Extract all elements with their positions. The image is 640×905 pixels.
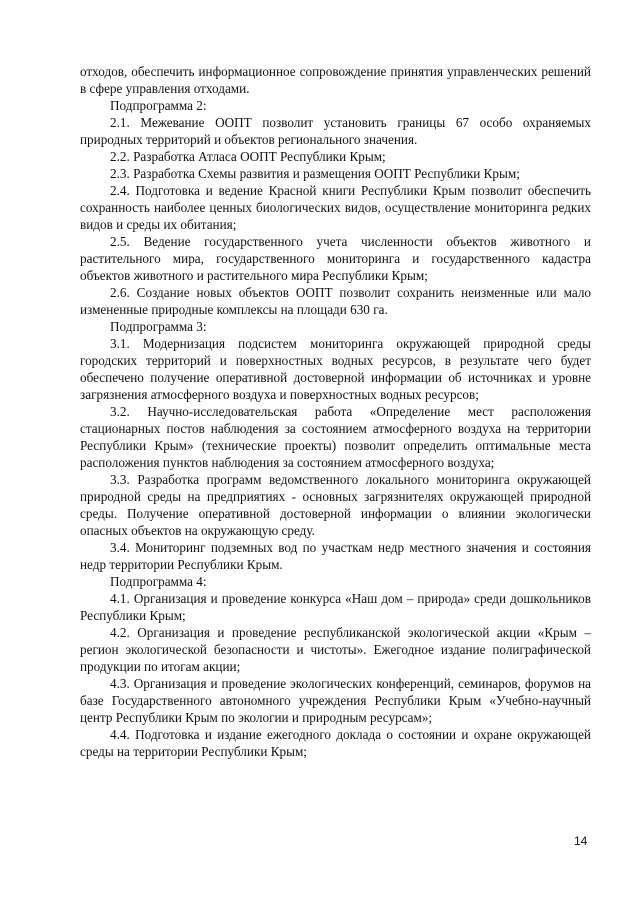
item-3-4: 3.4. Мониторинг подземных вод по участкам недр местного значения и состояния недр территории Республики Крым. xyxy=(80,540,591,572)
item-4-4: 4.4. Подготовка и издание ежегодного доклада о состоянии и охране окружающей среды на территории Республики Крым; xyxy=(80,727,591,759)
item-4-3: 4.3. Организация и проведение экологических конференций, семинаров, форумов на базе Государственного автономного учреждения Республики Крым «Учебно-научный центр Республики Крым по экологии и природным ресурсам»; xyxy=(80,676,591,725)
item-2-5: 2.5. Ведение государственного учета численности объектов животного и растительного мира, государственного мониторинга и государственного кадастра объектов животного и растительного мира Республики Крым; xyxy=(80,234,591,283)
item-2-6: 2.6. Создание новых объектов ООПТ позволит сохранить неизменные или мало измененные природные комплексы на площади 630 га. xyxy=(80,285,591,317)
page-number: 14 xyxy=(574,834,588,848)
document-body xyxy=(80,63,591,760)
subprogram-2-heading: Подпрограмма 2: xyxy=(110,98,207,113)
item-4-1: 4.1. Организация и проведение конкурса «Наш дом – природа» среди дошкольников Республики Крым; xyxy=(80,591,591,623)
item-2-1: 2.1. Межевание ООПТ позволит установить границы 67 особо охраняемых природных территорий и объектов регионального значения. xyxy=(80,115,591,147)
item-2-2: 2.2. Разработка Атласа ООПТ Республики Крым; xyxy=(110,149,386,164)
item-3-2: 3.2. Научно-исследовательская работа «Определение мест расположения стационарных постов наблюдения за состоянием атмосферного воздуха на территории Республики Крым» (технические проекты) позволит определить оптимальные места расположения пунктов наблюдения за состоянием атмосферного воздуха; xyxy=(80,404,591,470)
paragraph-continuation: отходов, обеспечить информационное сопровождение принятия управленческих решений в сфере управления отходами. xyxy=(80,64,591,96)
item-4-2: 4.2. Организация и проведение республиканской экологической акции «Крым – регион экологической безопасности и чистоты». Ежегодное издание полиграфической продукции по итогам акции; xyxy=(80,625,591,674)
item-3-3: 3.3. Разработка программ ведомственного локального мониторинга окружающей природной среды на предприятиях - основных загрязнителях окружающей природной среды. Получение оперативной достоверной информации о влиянии экологически опасных объектов на окружающую среду. xyxy=(80,472,591,538)
subprogram-3-heading: Подпрограмма 3: xyxy=(110,319,207,334)
item-3-1: 3.1. Модернизация подсистем мониторинга окружающей природной среды городских территорий и поверхностных водных ресурсов, в результате чего будет обеспечено получение оперативной достоверной информации об источниках и уровне загрязнения атмосферного воздуха и поверхностных водных ресурсов; xyxy=(80,336,591,402)
subprogram-4-heading: Подпрограмма 4: xyxy=(110,574,207,589)
item-2-4: 2.4. Подготовка и ведение Красной книги Республики Крым позволит обеспечить сохранность наиболее ценных биологических видов, осуществление мониторинга редких видов и среды их обитания; xyxy=(80,183,591,232)
item-2-3: 2.3. Разработка Схемы развития и размещения ООПТ Республики Крым; xyxy=(110,166,520,181)
